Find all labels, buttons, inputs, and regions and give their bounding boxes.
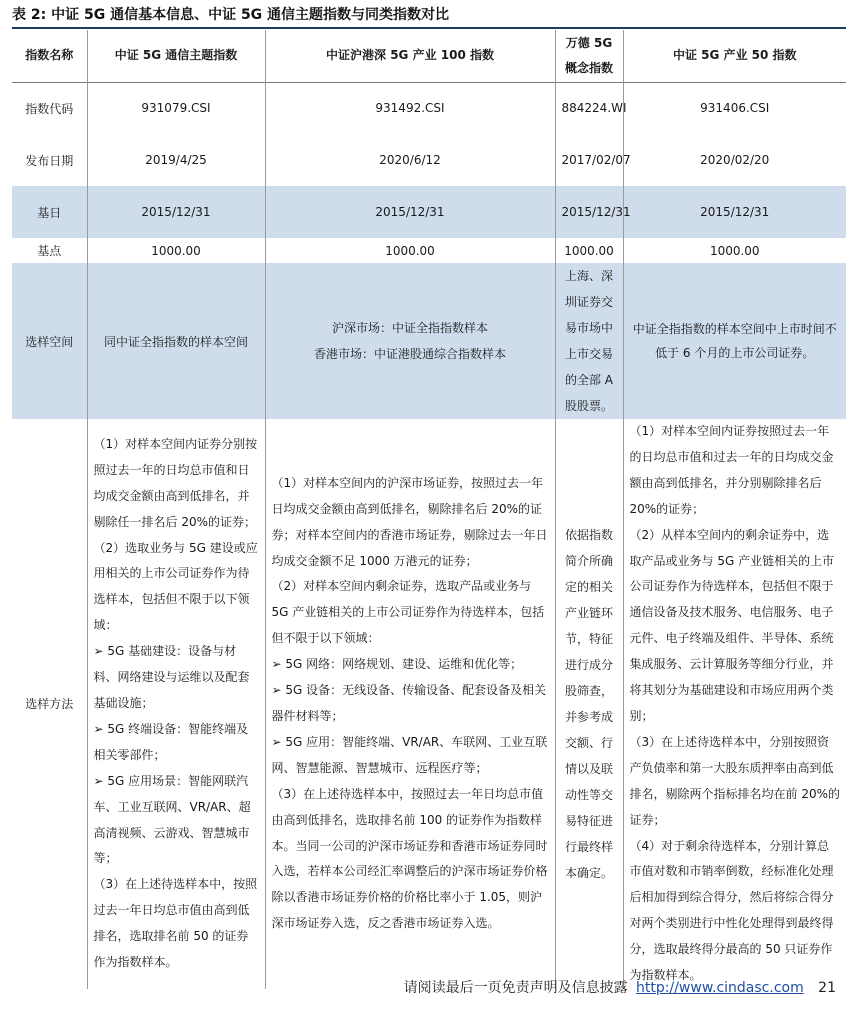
row-label: 选样方法 (12, 419, 87, 989)
header-index-name: 指数名称 (12, 30, 87, 82)
method-paragraph: ➢ 5G 基础建设：设备与材料、网络建设与运维以及配套基础设施； (93, 644, 250, 711)
method-paragraph: （4）对于剩余待选样本，分别计算总市值对数和市销率倒数，经标准化处理后相加得到综合得分，然后将综合得分对两个类别进行中性化处理得到最终得分，选取最终得分最高的 50 只证券作为指数样本。 (629, 838, 834, 983)
website-link[interactable]: http://www.cindasc.com (636, 980, 804, 996)
cell: 931406.CSI (623, 82, 846, 134)
method-cell-5g-comm (87, 419, 265, 989)
cell: 2020/6/12 (265, 134, 555, 186)
header-col-5g-comm: 中证 5G 通信主题指数 (87, 30, 265, 82)
header-col-5g-50: 中证 5G 产业 50 指数 (623, 30, 846, 82)
method-paragraph: （3）在上述待选样本中，按照过去一年日均总市值由高到低排名，选取排名前 50 的证券作为指数样本。 (93, 877, 258, 970)
method-paragraph: ➢ 5G 设备：无线设备、传输设备、配套设备及相关器件材料等； (271, 683, 547, 723)
cell: 2015/12/31 (265, 186, 555, 238)
caption-rule (12, 27, 846, 29)
table-row-date (12, 134, 846, 186)
method-paragraph: ➢ 5G 终端设备：智能终端及相关零部件； (93, 721, 249, 762)
method-paragraph: （2）对样本空间内剩余证券，选取产品或业务与 5G 产业链相关的上市公司证券作为待选样本，包括但不限于以下领域： (271, 579, 545, 646)
row-label: 基日 (12, 186, 87, 238)
page-number: 21 (818, 980, 836, 996)
cell: 同中证全指指数的样本空间 (87, 263, 265, 419)
cell: 2015/12/31 (623, 186, 846, 238)
cell: 2015/12/31 (555, 186, 623, 238)
row-label: 基点 (12, 238, 87, 263)
table-row-sample-space (12, 263, 846, 419)
cell: 沪深市场：中证全指指数样本 香港市场：中证港股通综合指数样本 (265, 263, 555, 419)
header-col-wind-5g: 万德 5G 概念指数 (555, 30, 623, 82)
method-paragraph: （1）对样本空间内的沪深市场证券，按照过去一年日均成交金额由高到低排名，剔除排名后 20%的证券；对样本空间内的香港市场证券，剔除过去一年日均成交金额不足 1000 万港元的证券； (271, 475, 548, 568)
disclaimer-text: 请阅读最后一页免责声明及信息披露 (403, 980, 628, 996)
cell: 1000.00 (87, 238, 265, 263)
method-paragraph: ➢ 5G 网络：网络规划、建设、运维和优化等； (271, 657, 523, 672)
cell: 2019/4/25 (87, 134, 265, 186)
row-label: 指数代码 (12, 82, 87, 134)
table-caption: 表 2: 中证 5G 通信基本信息、中证 5G 通信主题指数与同类指数对比 (12, 7, 450, 23)
cell: 上海、深圳证券交易市场中上市交易的全部 A 股股票。 (555, 263, 623, 419)
method-paragraph: （2）从样本空间内的剩余证券中，选取产品或业务与 5G 产业链相关的上市公司证券作为待选样本，包括但不限于通信设备及技术服务、电信服务、电子元件、电子终端及组件、半导体、系统集成服务、云计算服务等细分行业，并将其划分为基础建设和市场应用两个类别； (629, 527, 835, 723)
method-paragraph: ➢ 5G 应用：智能终端、VR/AR、车联网、工业互联网、智慧能源、智慧城市、远程医疗等； (271, 734, 548, 775)
method-cell-wind-5g: 依据指数简介所确定的相关产业链环节，特征进行成分股筛查，并参考成交额、行情以及联动性等交易特征进行最终样本确定。 (555, 419, 623, 989)
method-paragraph: （1）对样本空间内证券分别按照过去一年的日均总市值和日均成交金额由高到低排名，并剔除任一排名后 20%的证券； (93, 436, 258, 529)
table-row-base-point (12, 238, 846, 263)
comparison-table (12, 30, 846, 989)
cell: 931492.CSI (265, 82, 555, 134)
method-paragraph: （3）在上述待选样本中，按照过去一年日均总市值由高到低排名，选取排名前 100 的证券作为指数样本。当同一公司的沪深市场证券和香港市场证券同时入选，若样本公司经汇率调整后的沪深市场证券价格除以香港市场证券价格的价格比率小于 1.05，则沪深市场证券入选，反之香港市场证券入选。 (271, 786, 548, 931)
cell: 1000.00 (555, 238, 623, 263)
row-label: 发布日期 (12, 134, 87, 186)
method-paragraph: ➢ 5G 应用场景：智能网联汽车、工业互联网、VR/AR、超高清视频、云游戏、智慧城市等； (93, 773, 251, 866)
header-col-hks-5g-100: 中证沪港深 5G 产业 100 指数 (265, 30, 555, 82)
cell: 884224.WI (555, 82, 623, 134)
table-row-base-date (12, 186, 846, 238)
cell: 931079.CSI (87, 82, 265, 134)
method-cell-hks-5g-100 (265, 419, 555, 989)
method-paragraph: （2）选取业务与 5G 建设或应用相关的上市公司证券作为待选样本，包括但不限于以下领域： (93, 540, 258, 633)
row-label: 选样空间 (12, 263, 87, 419)
cell: 2020/02/20 (623, 134, 846, 186)
method-paragraph: （3）在上述待选样本中，分别按照资产负债率和第一大股东质押率由高到低排名，剔除两个指标排名均在前 20%的证券； (629, 734, 840, 827)
cell: 1000.00 (623, 238, 846, 263)
cell: 中证全指指数的样本空间中上市时间不低于 6 个月的上市公司证券。 (623, 263, 846, 419)
cell: 1000.00 (265, 238, 555, 263)
table-row-method (12, 419, 846, 989)
method-paragraph: （1）对样本空间内证券按照过去一年的日均总市值和过去一年的日均成交金额由高到低排名，并分别剔除排名后 20%的证券； (629, 424, 834, 516)
cell: 2017/02/07 (555, 134, 623, 186)
table-row-code (12, 82, 846, 134)
method-cell-5g-50 (623, 419, 846, 989)
cell: 2015/12/31 (87, 186, 265, 238)
page-footer (404, 977, 836, 997)
